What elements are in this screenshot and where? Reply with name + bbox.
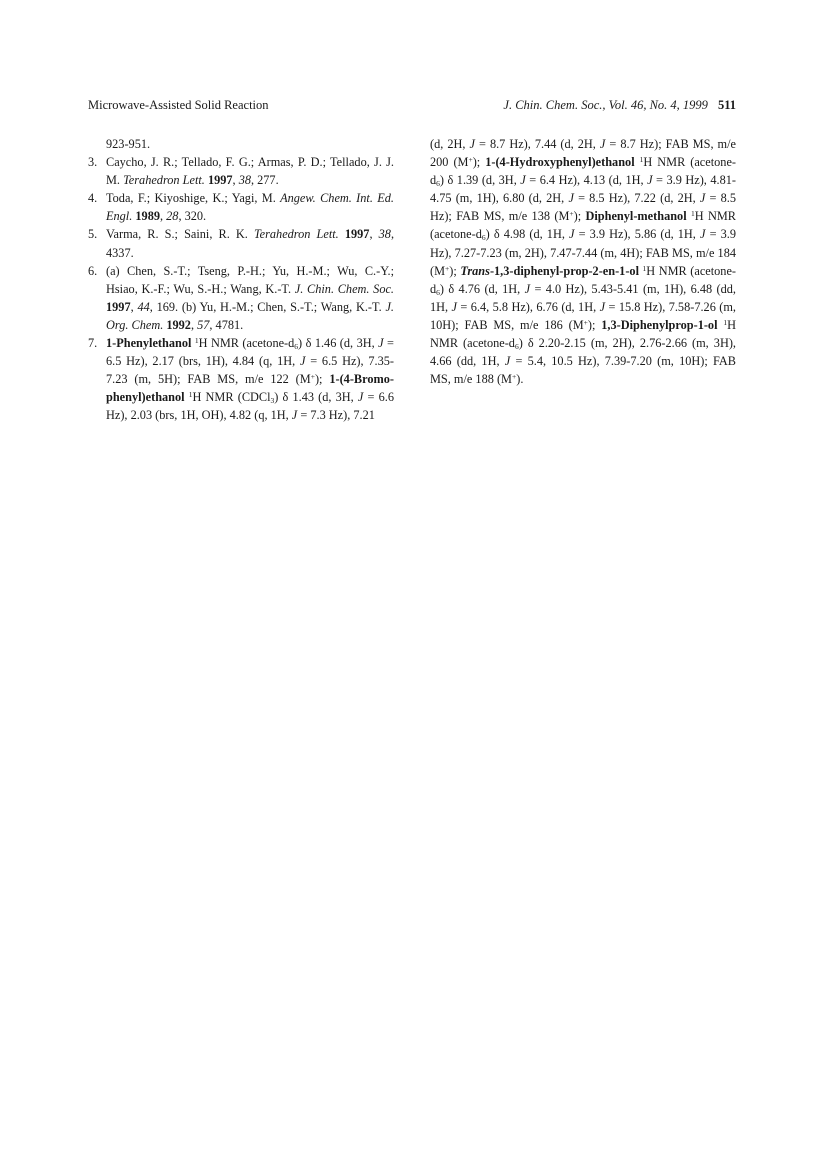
compound-name: 1,3-Diphenylprop-1-ol (601, 317, 718, 332)
compound-name: 1-(4-Hydroxyphenyl)ethanol (485, 155, 635, 170)
reference-4: 4. Toda, F.; Kiyoshige, K.; Yagi, M. Angew. Chem. Int. Ed. Engl. 1989, 28, 320. (88, 191, 394, 224)
compound-name: 1-Phenylethanol (106, 336, 192, 351)
volume: 57 (197, 317, 210, 332)
year: 1989 (135, 209, 160, 224)
volume: 44 (137, 299, 150, 314)
journal-title: J. Org. Chem. (106, 299, 395, 332)
compound-name: Diphenyl-methanol (585, 209, 687, 224)
year: 1997 (207, 173, 233, 188)
reference-number: 5. (88, 227, 98, 242)
year: 1997 (344, 227, 370, 242)
volume: 28 (166, 209, 179, 224)
compound-name: 1-(4-Bromo-phenyl)ethanol (106, 372, 394, 405)
volume: 38 (238, 173, 251, 188)
journal-title: Terahedron Lett. (253, 227, 339, 242)
journal-citation (503, 98, 736, 113)
year: 1992 (166, 317, 191, 332)
page-number: 511 (717, 98, 736, 112)
running-title: Microwave-Assisted Solid Reaction (88, 98, 269, 112)
journal-name: J. Chin. Chem. Soc., Vol. 46, No. 4, 1999 (503, 98, 708, 112)
journal-title: Angew. Chem. Int. Ed. Engl. (106, 191, 394, 224)
running-header (88, 98, 736, 116)
compound-name: Trans-1,3-diphenyl-prop-2-en-1-ol (460, 263, 639, 278)
journal-title: J. Chin. Chem. Soc. (294, 281, 395, 296)
right-column (430, 135, 736, 388)
reference-number: 4. (88, 191, 98, 206)
reference-3: 3. Caycho, J. R.; Tellado, F. G.; Armas, P. D.; Tellado, J. J. M. Terahedron Lett. 1997, 38, 277. (88, 155, 394, 188)
reference-number: 3. (88, 155, 98, 170)
reference-number: 7. (88, 336, 98, 351)
reference-2-continuation: 923-951. (106, 137, 151, 151)
year: 1997 (106, 299, 131, 314)
journal-title: Terahedron Lett. (123, 173, 205, 188)
reference-7-continuation: (d, 2H, J = 8.7 Hz), 7.44 (d, 2H, J = 8.7 Hz); FAB MS, m/e 200 (M+); 1-(4-Hydroxyphenyl)ethanol $^1$H NMR $(acetone-d_6)$ δ 1.39 (d, 3H, J = 6.4 Hz), 4.13 (d, 1H, J = 3.9 Hz), 4.81-4.75 (m, 1H), 6.80 (d, 2H, J = 8.5 Hz), 7.22 (d, 2H, J = 8.5 Hz); FAB MS, m/e 138 (M+); Diphenyl-methanol $^1$H NMR $(acetone-d_6)$ δ 4.98 (d, 1H, J = 3.9 Hz), 5.86 (d, 1H, J = 3.9 Hz), 7.27-7.23 (m, 2H), 7.47-7.44 (m, 4H); FAB MS, m/e 184 (M+); Trans-1,3-diphenyl-prop-2-en-1-ol $^1$H NMR $(acetone-d_6)$ δ 4.76 (d, 1H, J = 4.0 Hz), 5.43-5.41 (m, 1H), 6.48 (dd, 1H, J = 6.4, 5.8 Hz), 6.76 (d, 1H, J = 15.8 Hz), 7.58-7.26 (m, 10H); FAB MS, m/e 186 (M+); 1,3-Diphenylprop-1-ol $^1$H NMR $(acetone-d_6)$ δ 2.20-2.15 (m, 2H), 2.76-2.66 (m, 3H), 4.66 (dd, 1H, J = 5.4, 10.5 Hz), 7.39-7.20 (m, 10H); FAB MS, m/e 188 (M+). (430, 137, 737, 387)
left-column (88, 135, 394, 425)
reference-5: 5. Varma, R. S.; Saini, R. K. Terahedron Lett. 1997, 38, 4337. (88, 227, 395, 260)
reference-number: 6. (88, 263, 98, 278)
volume: 38 (378, 227, 391, 242)
reference-6: 6. (a) Chen, S.-T.; Tseng, P.-H.; Yu, H.-M.; Wu, C.-Y.; Hsiao, K.-F.; Wu, S.-H.; Wang, K.-T. J. Chin. Chem. Soc. 1997, 44, 169. (b) Yu, H.-M.; Chen, S.-T.; Wang, K.-T. J. Org. Chem. 1992, 57, 4781. (88, 263, 395, 332)
reference-7: 7. 1-Phenylethanol $^1$H NMR $(acetone-d_6)$ δ 1.46 (d, 3H, J = 6.5 Hz), 2.17 (brs, 1H), 4.84 (q, 1H, J = 6.5 Hz), 7.35-7.23 (m, 5H); FAB MS, m/e 122 (M+); 1-(4-Bromo-phenyl)ethanol $^1$H NMR (CDCl$_3$) δ 1.43 (d, 3H, J = 6.6 Hz), 2.03 (brs, 1H, OH), 4.82 (q, 1H, J = 7.3 Hz), 7.21 (88, 336, 394, 423)
